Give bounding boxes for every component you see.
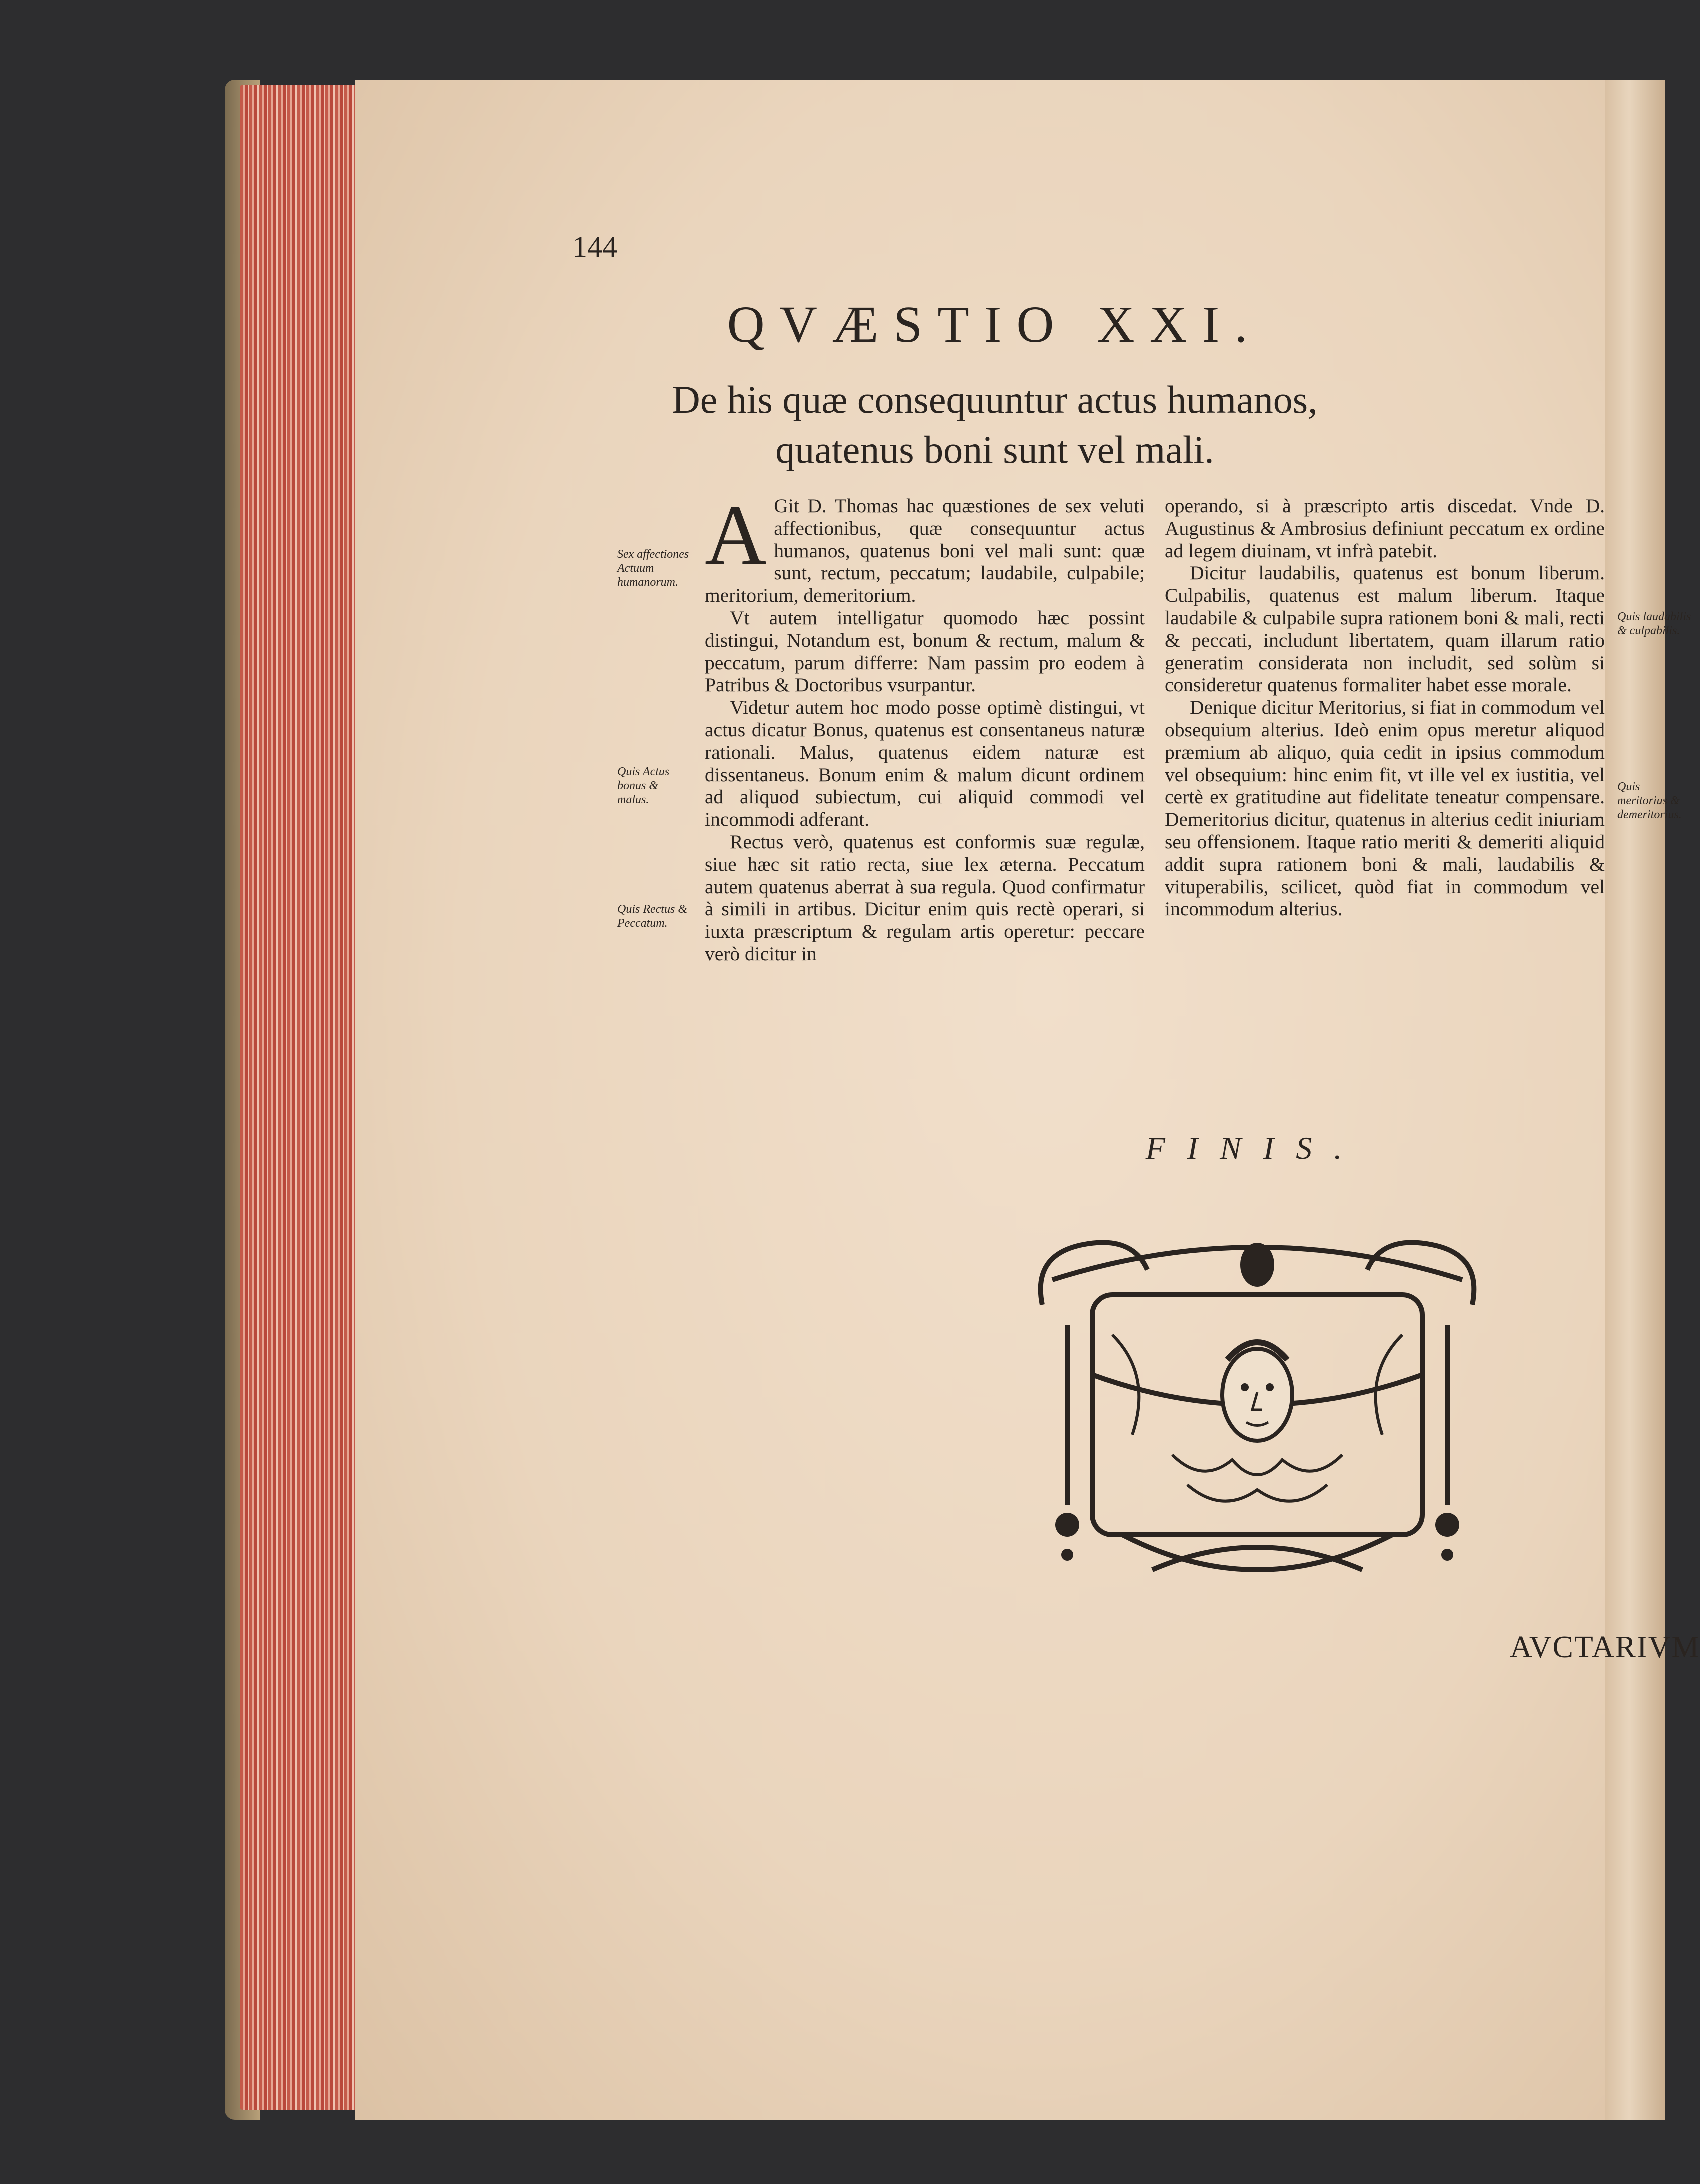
page-number: 144 (572, 230, 617, 264)
text-column-left (705, 488, 1145, 966)
paragraph: operando, si à præscripto artis discedat. Vnde D. Augustinus & Ambrosius definiunt peccatum ex ordine ad legem diuinam, vt infrà patebit. (1165, 495, 1605, 562)
drop-cap: A (705, 488, 767, 583)
margin-note: Quis laudabilis & culpabilis. (1617, 610, 1691, 638)
paragraph: Rectus verò, quatenus est conformis suæ regulæ, siue hæc sit ratio recta, siue lex æterna. Peccatum autem quatenus aberrat à sua regula. Quod confirmatur à simili in artibus. Dicitur enim quis rectè operari, si iuxta præscriptum & regulam artis operetur: peccare verò dicitur in (705, 830, 1145, 965)
chapter-subtitle (635, 375, 1355, 475)
finis-label: FINIS. (1145, 1130, 1364, 1166)
paragraph: Videtur autem hoc modo posse optimè distingui, vt actus dicatur Bonus, quatenus est consentaneus naturæ rationali. Malus, quatenus eidem naturæ est dissentaneus. Bonum enim & malum dicunt ordinem ad aliquod subiectum, cui aliquid commodi vel incommodi adferant. (705, 696, 1145, 831)
red-page-edges (240, 85, 355, 2110)
paragraph: Git D. Thomas hac quæstiones de sex veluti affectionibus, quæ consequuntur actus humanos, quatenus boni vel mali sunt: quæ sunt, rectum, peccatum; laudabile, culpabile; meritorium, demeritorium. (705, 495, 1145, 607)
subtitle-line: quatenus boni sunt vel mali. (775, 428, 1214, 472)
text-column-right (1165, 495, 1605, 920)
open-book (225, 80, 1700, 2120)
paragraph: Dicitur laudabilis, quatenus est bonum liberum. Culpabilis, quatenus est malum liberum. Itaque laudabile & culpabile supra rationem boni & mali, recti & peccati, includunt libertatem, quam illarum ratio generatim considerata non includit, sed solùm si consideretur quatenus formaliter habet esse morale. (1165, 562, 1605, 696)
margin-note: Quis Rectus & Peccatum. (617, 903, 687, 930)
paragraph: Vt autem intelligatur quomodo hæc possint distingui, Notandum est, bonum & rectum, malum & peccatum, parum differre: Nam passim pro eodem à Patribus & Doctoribus vsurpantur. (705, 606, 1145, 696)
woodcut-ornament (1022, 1225, 1492, 1605)
facing-page-edge (1603, 80, 1665, 2120)
subtitle-line: De his quæ consequuntur actus humanos, (672, 378, 1318, 422)
chapter-title: QVÆSTIO XXI. (727, 296, 1263, 354)
face-icon (1222, 1342, 1292, 1441)
paragraph: Denique dicitur Meritorius, si fiat in commodum vel obsequium alterius. Ideò enim opus meretur aliquod præmium ab aliquo, quia cedit in ipsius commodum vel obsequium: hinc enim fit, vt ille vel ex iustitia, vel certè ex gratitudine aut fidelitate teneatur compensare. Demeritorius dicitur, quatenus in alterius cedit iniuriam seu offensionem. Itaque ratio meriti & demeriti aliquid addit supra rationem boni & mali, laudabilis & vituperabilis, scilicet, quòd fiat in commodum vel incommodum alterius. (1165, 696, 1605, 920)
margin-note: Quis Actus bonus & malus. (617, 766, 670, 806)
book-page (355, 80, 1700, 2120)
catchword: AVCTARIVM (1510, 1630, 1700, 1664)
margin-note: Sex affectiones Actuum humanorum. (617, 548, 689, 589)
margin-note: Quis meritorius & demeritorius. (1617, 780, 1682, 822)
